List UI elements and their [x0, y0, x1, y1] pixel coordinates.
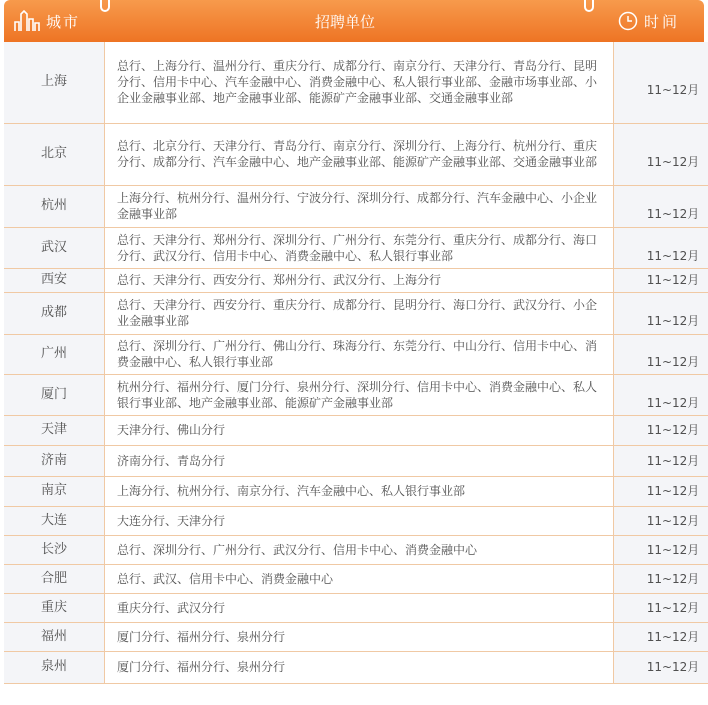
table-row: [4, 564, 708, 593]
time-cell: [614, 185, 708, 227]
table-row: [4, 374, 708, 415]
units-cell: 总行、天津分行、西安分行、重庆分行、成都分行、昆明分行、海口分行、武汉分行、小企业金融事业部: [105, 292, 614, 334]
table-row: [4, 651, 708, 683]
time-cell: [614, 564, 708, 593]
time-cell: [614, 535, 708, 564]
clock-icon: [618, 11, 638, 31]
table-row: [4, 476, 708, 506]
city-cell: 天津: [4, 415, 105, 445]
time-value: 11~12月: [646, 484, 700, 498]
time-value: 11~12月: [646, 571, 700, 586]
time-cell: [614, 374, 708, 415]
time-cell: [614, 476, 708, 506]
time-cell: [614, 445, 708, 476]
time-value: 11~12月: [646, 513, 700, 528]
time-cell: [614, 334, 708, 374]
units-cell: 总行、天津分行、西安分行、郑州分行、武汉分行、上海分行: [105, 268, 614, 292]
table-row: [4, 415, 708, 445]
table-row: [4, 123, 708, 185]
units-cell: 总行、上海分行、温州分行、重庆分行、成都分行、南京分行、天津分行、青岛分行、昆明分行、信用卡中心、汽车金融中心、消费金融中心、私人银行事业部、金融市场事业部、小企业金融事业部、地产金融事业部、能源矿产金融事业部、交通金融事业部: [105, 42, 614, 123]
city-cell: 泉州: [4, 651, 105, 683]
city-cell: 杭州: [4, 185, 105, 227]
time-cell: [614, 123, 708, 185]
city-cell: 长沙: [4, 535, 105, 564]
time-cell: [614, 42, 708, 123]
table-row: [4, 268, 708, 292]
time-cell: [614, 415, 708, 445]
time-value: 11~12月: [646, 453, 700, 468]
city-cell: 重庆: [4, 593, 105, 622]
city-cell: 南京: [4, 476, 105, 506]
header-city-label: 城市: [46, 12, 81, 31]
time-value: 11~12月: [646, 660, 700, 674]
recruitment-table: [4, 0, 704, 684]
time-cell: [614, 651, 708, 683]
table-row: [4, 292, 708, 334]
city-cell: 大连: [4, 506, 105, 535]
units-cell: 总行、天津分行、郑州分行、深圳分行、广州分行、东莞分行、重庆分行、成都分行、海口分行、武汉分行、信用卡中心、消费金融中心、私人银行事业部: [105, 227, 614, 268]
units-cell: 上海分行、杭州分行、南京分行、汽车金融中心、私人银行事业部: [105, 476, 614, 506]
units-cell: 杭州分行、福州分行、厦门分行、泉州分行、深圳分行、信用卡中心、消费金融中心、私人银行事业部、地产金融事业部、能源矿产金融事业部: [105, 374, 614, 415]
units-cell: 天津分行、佛山分行: [105, 415, 614, 445]
time-cell: [614, 227, 708, 268]
table-row: [4, 622, 708, 651]
header-time-label: 时间: [643, 12, 680, 31]
table-row: [4, 535, 708, 564]
time-cell: [614, 622, 708, 651]
table-row: [4, 185, 708, 227]
header-unit: [102, 0, 588, 42]
city-cell: 福州: [4, 622, 105, 651]
table-body: [4, 42, 708, 684]
time-cell: [614, 292, 708, 334]
city-cell: 厦门: [4, 374, 105, 415]
units-cell: 总行、深圳分行、广州分行、武汉分行、信用卡中心、消费金融中心: [105, 535, 614, 564]
header-unit-label: 招聘单位: [314, 12, 375, 31]
time-value: 11~12月: [646, 248, 700, 263]
units-cell: 上海分行、杭州分行、温州分行、宁波分行、深圳分行、成都分行、汽车金融中心、小企业金融事业部: [105, 185, 614, 227]
time-value: 11~12月: [646, 423, 700, 437]
city-skyline-icon: [14, 10, 40, 32]
table-row: [4, 445, 708, 476]
header-time: [594, 0, 704, 42]
city-cell: 上海: [4, 42, 105, 123]
time-cell: [614, 268, 708, 292]
table-header: [4, 0, 704, 42]
units-cell: 厦门分行、福州分行、泉州分行: [105, 622, 614, 651]
time-value: 11~12月: [646, 155, 700, 169]
city-cell: 成都: [4, 292, 105, 334]
units-cell: 大连分行、天津分行: [105, 506, 614, 535]
units-cell: 总行、武汉、信用卡中心、消费金融中心: [105, 564, 614, 593]
units-cell: 总行、深圳分行、广州分行、佛山分行、珠海分行、东莞分行、中山分行、信用卡中心、消费金融中心、私人银行事业部: [105, 334, 614, 374]
time-value: 11~12月: [646, 600, 700, 615]
table-row: [4, 593, 708, 622]
time-cell: [614, 593, 708, 622]
time-value: 11~12月: [646, 314, 700, 328]
table-row: [4, 227, 708, 268]
time-value: 11~12月: [646, 355, 700, 369]
time-value: 11~12月: [646, 629, 700, 644]
time-cell: [614, 506, 708, 535]
time-value: 11~12月: [646, 395, 700, 410]
time-value: 11~12月: [646, 207, 700, 221]
table-row: [4, 506, 708, 535]
units-cell: 济南分行、青岛分行: [105, 445, 614, 476]
header-city: [14, 0, 104, 42]
table-row: [4, 334, 708, 374]
city-cell: 广州: [4, 334, 105, 374]
time-value: 11~12月: [646, 542, 700, 557]
units-cell: 重庆分行、武汉分行: [105, 593, 614, 622]
table-row: [4, 42, 708, 123]
units-cell: 总行、北京分行、天津分行、青岛分行、南京分行、深圳分行、上海分行、杭州分行、重庆分行、成都分行、汽车金融中心、地产金融事业部、能源矿产金融事业部、交通金融事业部: [105, 123, 614, 185]
units-cell: 厦门分行、福州分行、泉州分行: [105, 651, 614, 683]
time-value: 11~12月: [646, 273, 700, 287]
city-cell: 北京: [4, 123, 105, 185]
city-cell: 济南: [4, 445, 105, 476]
city-cell: 西安: [4, 268, 105, 292]
city-cell: 武汉: [4, 227, 105, 268]
city-cell: 合肥: [4, 564, 105, 593]
time-value: 11~12月: [646, 83, 700, 98]
